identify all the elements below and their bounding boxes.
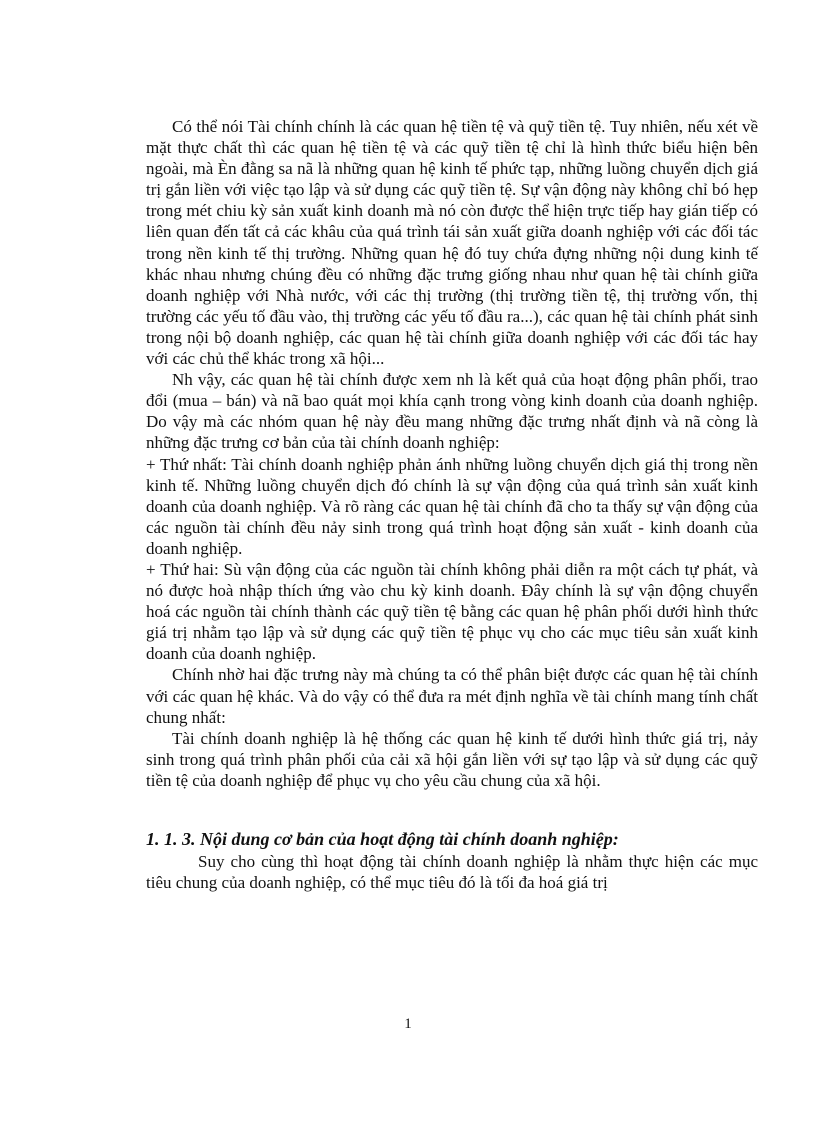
page-number: 1 [404, 1016, 412, 1032]
document-body [146, 116, 758, 893]
paragraph-definition: Tài chính doanh nghiệp là hệ thống các quan hệ kinh tế dưới hình thức giá trị, nảy sinh trong quá trình phân phối của cải xã hội gắn liền với sự tạo lập và sử dụng các quỹ tiền tệ của doanh nghiệp để phục vụ cho yêu cầu chung của xã hội. [146, 728, 758, 790]
section-heading: 1. 1. 3. Nội dung cơ bản của hoạt động tài chính doanh nghiệp: [146, 829, 619, 849]
paragraph-distinction: Chính nhờ hai đặc trưng này mà chúng ta có thể phân biệt được các quan hệ tài chính với các quan hệ khác. Và do vậy có thể đưa ra mét định nghĩa về tài chính mang tính chất chung nhất: [146, 665, 758, 727]
paragraph-feature-one: + Thứ nhất: Tài chính doanh nghiệp phản ánh những luồng chuyển dịch giá thị trong nền kinh tế. Những luồng chuyển dịch đó chính là sự vận động của quá trình sản xuất kinh doanh của doanh nghiệp. Và rõ ràng các quan hệ tài chính đã cho ta thấy sự vận động của các nguồn tài chính đều nảy sinh trong quá trình hoạt động sản xuất - kinh doanh của doanh nghiệp. [146, 454, 758, 558]
paragraph-intro: Có thể nói Tài chính chính là các quan hệ tiền tệ và quỹ tiền tệ. Tuy nhiên, nếu xét về mặt thực chất thì các quan hệ tiền tệ và các quỹ tiền tệ chỉ là hình thức biểu hiện bên ngoài, mà Èn đằng sa nã là những quan hệ kinh tế phức tạp, những luồng chuyển dịch giá trị gắn liền với việc tạo lập và sử dụng các quỹ tiền tệ. Sự vận động này không chỉ bó hẹp trong mét chiu kỳ sản xuất kinh doanh mà nó còn được thể hiện trực tiếp hay gián tiếp có liên quan đến tất cả các khâu của quá trình tái sản xuất giữa doanh nghiệp với các đối tác trong nền kinh tế thị trường. Những quan hệ đó tuy chứa đựng những nội dung kinh tế khác nhau nhưng chúng đều có những đặc trưng giống nhau như quan hệ tài chính giữa doanh nghiệp với Nhà nước, với các thị trường (thị trường tiền tệ, thị trường vốn, thị trường các yếu tố đầu vào, thị trường các yếu tố đầu ra...), các quan hệ tài chính phát sinh trong nội bộ doanh nghiệp, các quan hệ tài chính giữa doanh nghiệp với các đối tác hay với các chủ thể khác trong xã hội... [146, 117, 758, 369]
paragraph-relations: Nh vậy, các quan hệ tài chính được xem nh là kết quả của hoạt động phân phối, trao đổi (mua – bán) và nã bao quát mọi khía cạnh trong vòng kinh doanh của doanh nghiệp. Do vậy mà các nhóm quan hệ này đều mang những đặc trưng nhất định và nã còng là những đặc trưng cơ bản của tài chính doanh nghiệp: [146, 370, 758, 453]
paragraph-feature-two: + Thứ hai: Sù vận động của các nguồn tài chính không phải diễn ra một cách tự phát, và nó được hoà nhập thích ứng vào chu kỳ kinh doanh. Đây chính là sự vận động chuyển hoá các nguồn tài chính thành các quỹ tiền tệ bằng các quan hệ phân phối dưới hình thức giá trị nhằm tạo lập và sử dụng các quỹ tiền tệ phục vụ cho các mục tiêu sản xuất kinh doanh của doanh nghiệp. [146, 559, 758, 664]
paragraph-content-intro: Suy cho cùng thì hoạt động tài chính doanh nghiệp là nhằm thực hiện các mục tiêu chung của doanh nghiệp, có thể mục tiêu đó là tối đa hoá giá trị [146, 852, 758, 893]
